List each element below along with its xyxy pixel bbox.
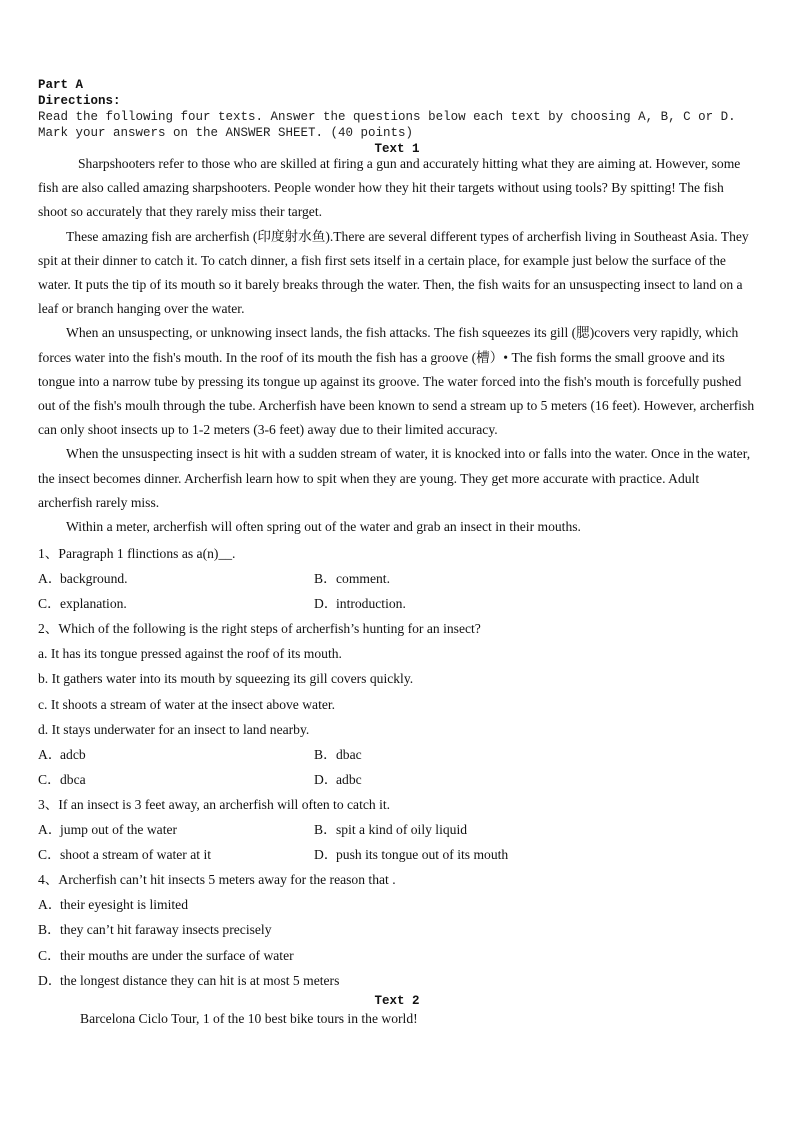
question-4-stem: 4、Archerfish can’t hit insects 5 meters away for the reason that . — [38, 872, 396, 888]
text2-heading: Text 2 — [374, 994, 420, 1008]
option-text: shoot a stream of water at it — [60, 847, 211, 863]
question-4-option-b[interactable] — [38, 918, 756, 943]
option-letter: B． — [314, 746, 337, 762]
question-1-options-row-2 — [38, 592, 756, 617]
question-3-stem: 3、If an insect is 3 feet away, an archerfish will often to catch it. — [38, 796, 391, 812]
option-letter: C． — [38, 771, 61, 787]
option-letter: A． — [38, 897, 62, 913]
option-letter: A． — [38, 822, 62, 838]
part-title: Part A — [38, 78, 84, 92]
passage-paragraph-5: Within a meter, archerfish will often spring out of the water and grab an insect in their mouths. — [66, 519, 581, 535]
option-text: explanation. — [60, 596, 127, 612]
option-letter: B． — [314, 822, 337, 838]
text1-passage — [38, 152, 756, 539]
question-1-option-a[interactable] — [38, 567, 314, 592]
question-2-options-row-2 — [38, 768, 756, 793]
passage-paragraph-4: When the unsuspecting insect is hit with a sudden stream of water, it is knocked into or falls into the water. Once in the water, the insect becomes dinner. Archerfish learn how to spit when they are young. They get more accurate with practice. Adult archerfish rarely miss. — [38, 446, 751, 510]
option-text: push its tongue out of its mouth — [336, 847, 509, 863]
text1-questions — [38, 542, 756, 994]
question-4-option-d[interactable] — [38, 969, 756, 994]
option-letter: B． — [38, 922, 61, 938]
option-letter: A． — [38, 746, 62, 762]
option-letter: C． — [38, 596, 61, 612]
option-letter: D． — [38, 972, 62, 988]
directions-text: Read the following four texts. Answer the questions below each text by choosing A, B, C or D. Mark your answers on the ANSWER SHEET. (40 points) — [38, 110, 744, 140]
option-text: introduction. — [336, 596, 406, 612]
question-3-option-d[interactable] — [314, 843, 590, 868]
option-text: background. — [60, 571, 128, 587]
question-4-option-c[interactable] — [38, 944, 756, 969]
question-2-option-c[interactable] — [38, 768, 314, 793]
question-2-stem: 2、Which of the following is the right steps of archerfish’s hunting for an insect? — [38, 621, 481, 637]
option-text: adcb — [60, 746, 86, 762]
question-3-option-c[interactable] — [38, 843, 314, 868]
option-text: the longest distance they can hit is at most 5 meters — [60, 972, 340, 988]
question-1-stem: 1、Paragraph 1 flinctions as a(n)__. — [38, 546, 236, 561]
question-2-step-b: b. It gathers water into its mouth by squeezing its gill covers quickly. — [38, 671, 414, 687]
option-text: spit a kind of oily liquid — [336, 822, 468, 838]
passage-paragraph-2: These amazing fish are archerfish (印度射水鱼).There are several different types of archerfish living in Southeast Asia. They spit at their dinner to catch it. To catch dinner, a fish first sets itself in a certain place, for example just below the surface of the water. It puts the tip of its mouth so it barely breaks through the water. Then, the fish waits for an unsuspecting insect to land on a leaf or branch hanging over the water. — [38, 228, 749, 317]
question-2-step-a: a. It has its tongue pressed against the roof of its mouth. — [38, 646, 342, 662]
option-letter: D． — [314, 596, 338, 612]
option-text: jump out of the water — [60, 822, 178, 838]
option-text: their mouths are under the surface of water — [60, 947, 294, 963]
question-2-option-b[interactable] — [314, 743, 590, 768]
option-letter: C． — [38, 947, 61, 963]
text2-intro: Barcelona Ciclo Tour, 1 of the 10 best bike tours in the world! — [80, 1011, 418, 1026]
option-letter: A． — [38, 571, 62, 587]
question-3-options-row-1 — [38, 818, 756, 843]
option-text: adbc — [336, 771, 362, 787]
question-3-options-row-2 — [38, 843, 756, 868]
text1-heading: Text 1 — [374, 142, 420, 156]
question-2-option-d[interactable] — [314, 768, 590, 793]
passage-paragraph-1: Sharpshooters refer to those who are skilled at firing a gun and accurately hitting what they are aiming at. However, some fish are also called amazing sharpshooters. People wonder how they hit their targets without using tools? By spitting! The fish shoot so accurately that they rarely miss their target. — [38, 156, 741, 220]
option-letter: B． — [314, 571, 337, 587]
question-2-options-row-1 — [38, 743, 756, 768]
question-1-options-row-1 — [38, 567, 756, 592]
question-1-option-d[interactable] — [314, 592, 590, 617]
question-3-option-a[interactable] — [38, 818, 314, 843]
question-1-option-c[interactable] — [38, 592, 314, 617]
option-text: their eyesight is limited — [60, 897, 188, 913]
option-text: they can’t hit faraway insects precisely — [60, 922, 272, 938]
option-letter: C． — [38, 847, 61, 863]
question-2-option-a[interactable] — [38, 743, 314, 768]
option-text: comment. — [336, 571, 390, 587]
question-4-option-a[interactable] — [38, 893, 756, 918]
option-letter: D． — [314, 847, 338, 863]
question-1-option-b[interactable] — [314, 567, 590, 592]
directions-label: Directions: — [38, 94, 121, 108]
option-text: dbac — [336, 746, 362, 762]
question-2-step-d: d. It stays underwater for an insect to land nearby. — [38, 721, 310, 737]
option-text: dbca — [60, 771, 86, 787]
question-2-step-c: c. It shoots a stream of water at the insect above water. — [38, 696, 336, 712]
question-3-option-b[interactable] — [314, 818, 590, 843]
option-letter: D． — [314, 771, 338, 787]
passage-paragraph-3: When an unsuspecting, or unknowing insect lands, the fish attacks. The fish squeezes its gill (腮)covers very rapidly, which forces water into the fish's mouth. In the roof of its mouth the fish has a groove (槽）• The fish forms the small groove and its tongue into a narrow tube by pressing its tongue up against its groove. The water forced into the fish's mouth is forcefully pushed out of the fish's moulh through the tube. Archerfish have been known to send a stream up to 5 meters (16 feet). However, archerfish can only shoot insects up to 1-2 meters (3-6 feet) away due to their limited accuracy. — [38, 325, 755, 438]
